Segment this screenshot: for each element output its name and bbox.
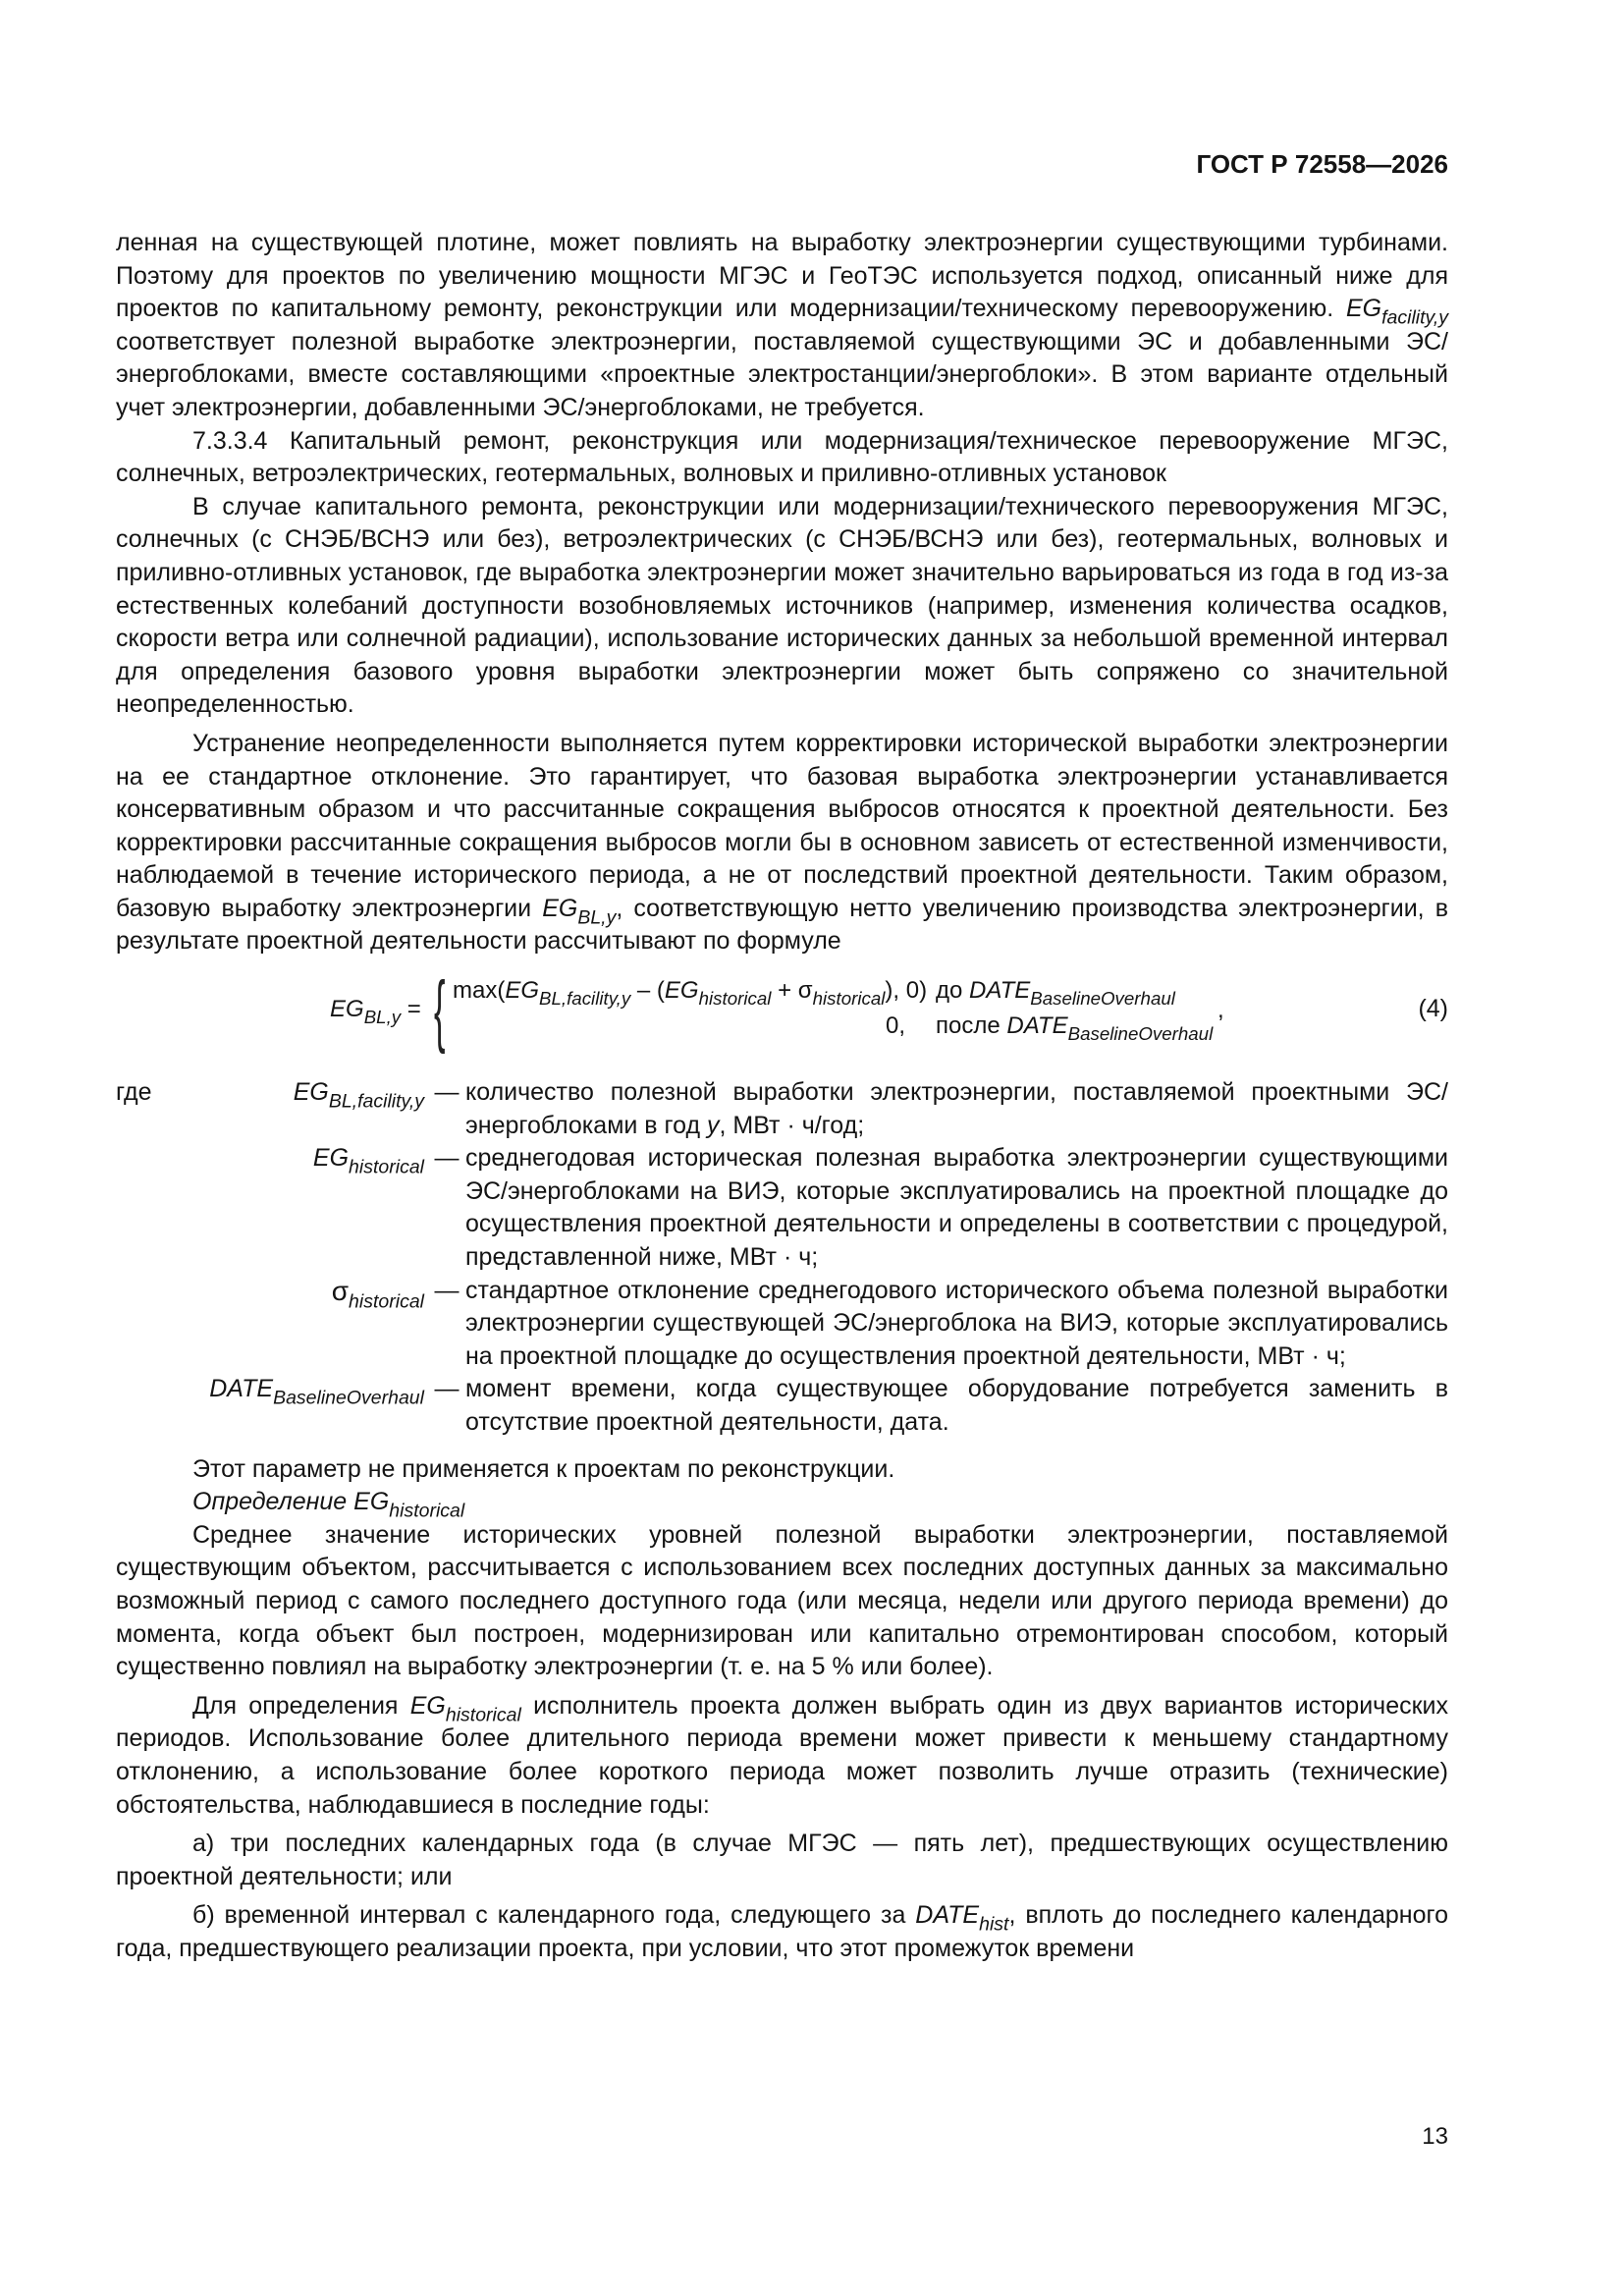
subscript: BaselineOverhaul xyxy=(273,1387,424,1409)
subscript: BL,y xyxy=(363,1007,402,1028)
definition-dash: — xyxy=(434,1078,460,1107)
definition-dash: — xyxy=(434,1276,460,1304)
definition-dash: — xyxy=(434,1375,460,1403)
definition-text xyxy=(465,1076,1448,1142)
subscript: BaselineOverhaul xyxy=(1067,1023,1214,1045)
formula-text: до xyxy=(936,977,970,1005)
definition-text: среднегодовая историческая полезная выработка электроэнергии существующими ЭС/энергоблоками на ВИЭ, которые эксплуатировались на проектной площадке до осуществления проектной деятельности и определены в соответствии с процедурой, представленной ниже, МВт · ч; xyxy=(465,1144,1448,1272)
variable: DATE xyxy=(969,977,1031,1005)
variable: EG xyxy=(293,1078,329,1107)
subscript: BL,y xyxy=(577,906,617,929)
formula-condition-2 xyxy=(936,1010,1213,1043)
definition-text: стандартное отклонение среднегодового исторического объема полезной выработки электроэнергии существующей ЭС/энергоблока на ВИЭ, которые эксплуатировались на проектной площадке до осуществления проектной деятельности, МВт · ч; xyxy=(465,1276,1448,1370)
formula-number: (4) xyxy=(1418,995,1448,1023)
subscript: historical xyxy=(349,1156,424,1178)
paragraph: В случае капитального ремонта, реконструкции или модернизации/технического перевооружения МГЭС, солнечных (с СНЭБ/ВСНЭ или без), ветроэлектрических (с СНЭБ/ВСНЭ или без), геотермальных, волновых и приливно-отливных установок, где выработка электроэнергии может значительно варьироваться из года в год из-за естественных колебаний доступности возобновляемых источников (например, изменения количества осадков, скорости ветра или солнечной радиации), использование исторических данных за небольшой временной интервал для определения базового уровня выработки электроэнергии может быть сопряжено со значительной неопределенностью. xyxy=(116,492,1448,719)
page-body xyxy=(116,227,1448,1966)
list-item xyxy=(116,1899,1448,1965)
where-spacer xyxy=(116,1142,204,1274)
paragraph-text: Для определения xyxy=(192,1691,410,1720)
section-heading: 7.3.3.4 Капитальный ремонт, реконструкция или модернизация/техническое перевооружение МГЭС, солнечных, ветроэлектрических, геотермальных, волновых и приливно-отливных установок xyxy=(116,426,1448,488)
list-item: а) три последних календарных года (в случае МГЭС — пять лет), предшествующих осуществлению проектной деятельности; или xyxy=(116,1830,1448,1890)
where-spacer xyxy=(116,1275,204,1374)
definition-dash: — xyxy=(434,1144,460,1173)
variable: EG xyxy=(505,977,540,1005)
subheading xyxy=(116,1486,1448,1522)
formula-case-2: 0, xyxy=(886,1012,906,1040)
variable: EG xyxy=(664,977,699,1005)
variable: DATE xyxy=(915,1901,980,1930)
formula-comma: , xyxy=(1217,997,1224,1024)
variable: DATE xyxy=(209,1375,274,1403)
left-brace-icon: { xyxy=(434,965,446,1056)
subscript: historical xyxy=(349,1290,424,1313)
formula-case-1 xyxy=(453,974,927,1008)
document-code: ГОСТ Р 72558—2026 xyxy=(1196,149,1448,179)
formula-text: + σ xyxy=(771,977,813,1005)
definition-item xyxy=(116,1142,1448,1274)
definition-symbol xyxy=(116,1373,428,1439)
definition-text-part: , МВт · ч/год; xyxy=(719,1111,865,1139)
subscript: BL,facility,y xyxy=(539,988,631,1010)
formula-lhs xyxy=(330,993,421,1026)
variable: EG xyxy=(330,996,364,1023)
equals-sign: = xyxy=(401,996,421,1023)
list-item-text: , вплоть до последнего календарного года, предшествующего реализации проекта, при условии, что этот промежуток времени xyxy=(116,1901,1448,1962)
formula-4 xyxy=(116,965,1448,1065)
formula-text: после xyxy=(936,1012,1007,1040)
subscript: historical xyxy=(698,988,772,1010)
formula-text: ), 0) xyxy=(885,977,928,1005)
variable: EG xyxy=(312,1144,350,1173)
subscript: facility,y xyxy=(1381,306,1448,329)
subscript: BaselineOverhaul xyxy=(1030,988,1175,1010)
subscript: BL,facility,y xyxy=(328,1090,424,1113)
definition-symbol xyxy=(204,1275,428,1374)
paragraph-text: ленная на существующей плотине, может повлиять на выработку электроэнергии существующими турбинами. Поэтому для проектов по увеличению мощности МГЭС и ГеоТЭС используется подход, описанный ниже для проектов по капитальному ремонту, реконструкции или модернизации/техническому перевооружению. xyxy=(116,229,1448,323)
variable: y xyxy=(706,1111,720,1139)
paragraph xyxy=(116,728,1448,958)
formula-text: max( xyxy=(453,977,506,1005)
subscript: historical xyxy=(389,1500,465,1522)
definitions-list xyxy=(116,1076,1448,1440)
paragraph-text: Устранение неопределенности выполняется путем корректировки исторической выработки электроэнергии на ее стандартное отклонение. Это гарантирует, что базовая выработка электроэнергии устанавливается консервативным образом и что рассчитанные сокращения выбросов относятся к проектной деятельности. Без корректировки рассчитанные сокращения выбросов могли бы в основном зависеть от естественной изменчивости, наблюдаемой в течение исторического периода, а не от последствий проектной деятельности. Таким образом, базовую выработку электроэнергии xyxy=(116,729,1448,922)
definition-symbol xyxy=(204,1142,428,1274)
subheading-text: Определение xyxy=(192,1488,354,1516)
definition-item xyxy=(116,1373,1448,1439)
definition-text: момент времени, когда существующее оборудование потребуется заменить в отсутствие проектной деятельности, дата. xyxy=(465,1375,1448,1436)
subscript: historical xyxy=(445,1704,521,1726)
page-number: 13 xyxy=(1422,2123,1448,2150)
list-item-text: б) временной интервал с календарного года, следующего за xyxy=(192,1901,916,1930)
paragraph xyxy=(116,1690,1448,1822)
variable: DATE xyxy=(1006,1012,1068,1040)
subscript: hist xyxy=(979,1913,1009,1936)
definition-item xyxy=(116,1275,1448,1374)
formula-condition-1 xyxy=(936,974,1175,1008)
paragraph xyxy=(116,227,1448,425)
paragraph: Этот параметр не применяется к проектам по реконструкции. xyxy=(192,1454,895,1483)
variable: EG xyxy=(353,1488,390,1516)
variable: σ xyxy=(331,1275,350,1306)
paragraph-text: исполнитель проекта должен выбрать один из двух вариантов исторических периодов. Использование более длительного периода времени может привести к меньшему стандартному отклонению, а использование более короткого периода может позволить лучше отразить (технические) обстоятельства, наблюдавшиеся в последние годы: xyxy=(116,1691,1448,1819)
variable: EG xyxy=(542,894,578,922)
subscript: historical xyxy=(812,988,886,1010)
variable: EG xyxy=(409,1691,446,1720)
definition-text-part: количество полезной выработки электроэнергии, поставляемой проектными ЭС/энергоблоками в год xyxy=(465,1078,1448,1139)
definition-item xyxy=(116,1076,1448,1142)
paragraph: Среднее значение исторических уровней полезной выработки электроэнергии, поставляемой существующим объектом, рассчитывается с использованием всех последних доступных данных за максимально возможный период с самого последнего доступного года (или месяца, недели или другого периода времени) до момента, когда объект был построен, модернизирован или капитально отремонтирован способом, который существенно повлиял на выработку электроэнергии (т. е. на 5 % или более). xyxy=(116,1520,1448,1681)
paragraph-text: соответствует полезной выработке электроэнергии, поставляемой существующими ЭС и добавленными ЭС/энергоблоками, вместе составляющими «проектные электростанции/энергоблоки». В этом варианте отдельный учет электроэнергии, добавленными ЭС/энергоблоками, не требуется. xyxy=(116,327,1448,421)
where-label: где xyxy=(116,1078,152,1107)
definition-symbol xyxy=(204,1076,428,1142)
paragraph-text: , соответствующую нетто увеличению производства электроэнергии, в результате проектной деятельности рассчитывают по формуле xyxy=(116,894,1448,956)
formula-text: – ( xyxy=(630,977,665,1005)
variable: EG xyxy=(1345,295,1382,323)
